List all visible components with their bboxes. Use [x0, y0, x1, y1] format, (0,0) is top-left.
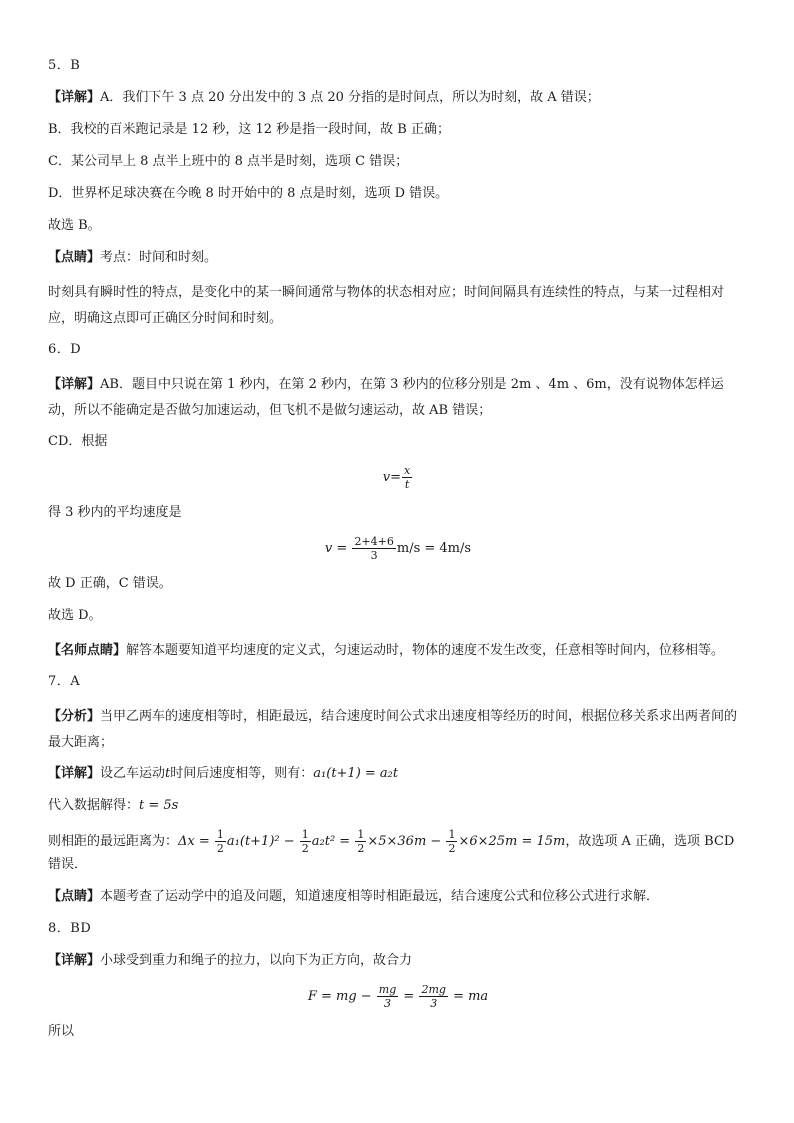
- fraction-numerator: 1: [357, 828, 365, 841]
- fraction-denominator: 2: [448, 842, 456, 855]
- fraction-denominator: 2: [301, 842, 309, 855]
- q5-detail-tag: 【详解】: [48, 90, 101, 105]
- q5-number: 5．B: [48, 58, 81, 73]
- q6-result: 故 D 正确，C 错误。: [48, 576, 172, 591]
- q5-detail-a: A．我们下午 3 点 20 分出发中的 3 点 20 分指的是时间点，所以为时刻，故 A 错误；: [100, 90, 600, 105]
- formula-lhs: v=: [382, 470, 402, 485]
- q5-line-b: B．我校的百米跑记录是 12 秒，这 12 秒是指一段时间，故 B 正确；: [48, 122, 450, 137]
- q5-answer: 故选 B。: [48, 218, 101, 233]
- q7-analysis-tag: 【分析】: [48, 709, 101, 724]
- q7-analysis: [48, 704, 748, 756]
- formula-part-a: F = mg −: [307, 989, 376, 1004]
- q7-dist-post: ，故选项 A 正确，选项 BCD 错误．: [48, 834, 735, 872]
- fraction-denominator: 2: [216, 842, 224, 855]
- q7-distance: [48, 828, 748, 875]
- q7-tip: [48, 887, 748, 907]
- fraction-numerator: 2+4+6: [354, 535, 394, 548]
- q6-tip-tag: 【名师点睛】: [48, 643, 127, 658]
- q8-number: 8．BD: [48, 921, 92, 936]
- q6-answer: 故选 D。: [48, 608, 102, 623]
- q5-line-c: C．某公司早上 8 点半上班中的 8 点半是时刻，选项 C 错误；: [48, 154, 409, 169]
- q8-so: 所以: [48, 1024, 75, 1039]
- q7-dist-eq-e: ×6×25m = 15m: [458, 834, 566, 849]
- q7-detail-t: t: [165, 766, 171, 781]
- fraction-numerator: 1: [301, 828, 309, 841]
- q6-formula-2: [48, 535, 748, 562]
- fraction-denominator: 3: [430, 997, 438, 1010]
- fraction-denominator: 2: [357, 842, 365, 855]
- q5-detail: [48, 88, 748, 108]
- fraction-numerator: x: [404, 464, 411, 477]
- fraction: [377, 983, 398, 1010]
- q8-detail: [48, 951, 748, 971]
- fraction: [419, 983, 447, 1010]
- q7-dist-eq-d: ×5×36m −: [367, 834, 446, 849]
- q8-detail-text: 小球受到重力和绳子的拉力，以向下为正方向，故合力: [100, 953, 413, 968]
- q7-detail-tag: 【详解】: [48, 766, 101, 781]
- fraction-half: [215, 828, 226, 855]
- q7-analysis-text: 当甲乙两车的速度相等时，相距最远，结合速度时间公式求出速度相等经历的时间，根据位移关系求出两者间的最大距离；: [48, 709, 738, 750]
- q7-dist-eq-a: Δx =: [178, 834, 214, 849]
- q7-dist-eq-c: a₂t² =: [311, 834, 355, 849]
- q5-tip-text: 考点：时间和时刻。: [100, 250, 218, 265]
- q7-tip-tag: 【点睛】: [48, 889, 101, 904]
- q6-intro2: 得 3 秒内的平均速度是: [48, 505, 182, 520]
- document-page: [48, 56, 748, 1054]
- q7-sub-eq: t = 5s: [139, 798, 179, 813]
- q6-formula-1: [48, 464, 748, 491]
- q7-detail-pre: 设乙车运动: [100, 766, 166, 781]
- q6-detail-tag: 【详解】: [48, 377, 101, 392]
- q7-detail: [48, 764, 748, 784]
- q7-dist-pre: 则相距的最远距离为：: [48, 834, 179, 849]
- fraction-numerator: 1: [216, 828, 224, 841]
- q7-tip-text: 本题考查了运动学中的追及问题，知道速度相等时相距最远，结合速度公式和位移公式进行求解．: [100, 889, 660, 904]
- fraction-numerator: 2mg: [421, 983, 446, 996]
- fraction-denominator: t: [404, 478, 410, 491]
- formula-rhs: m/s = 4m/s: [396, 541, 472, 556]
- q6-tip: [48, 638, 748, 664]
- formula-part-b: =: [399, 989, 419, 1004]
- q6-detail-text: AB．题目中只说在第 1 秒内，在第 2 秒内，在第 3 秒内的位移分别是 2m 、4m 、6m，没有说物体怎样运动，所以不能确定是否做匀加速运动，但飞机不是做匀速运动，故 AB 错误；: [48, 377, 724, 418]
- fraction: [402, 464, 412, 491]
- fraction-half: [355, 828, 366, 855]
- q7-sub-pre: 代入数据解得：: [48, 798, 140, 813]
- q7-number: 7．A: [48, 674, 81, 689]
- fraction-denominator: 3: [384, 997, 392, 1010]
- formula-part-c: = ma: [448, 989, 489, 1004]
- fraction: [352, 535, 395, 562]
- formula-lhs: v =: [324, 541, 352, 556]
- q7-sub: [48, 796, 748, 816]
- fraction-half: [300, 828, 311, 855]
- fraction-numerator: mg: [378, 983, 397, 996]
- q6-tip-text: 解答本题要知道平均速度的定义式，匀速运动时，物体的速度不发生改变，任意相等时间内，位移相等。: [126, 643, 725, 658]
- q6-detail: [48, 372, 748, 424]
- q8-formula: [48, 983, 748, 1010]
- q6-cd: CD．根据: [48, 434, 108, 449]
- q5-tip-body: 时刻具有瞬时性的特点，是变化中的某一瞬间通常与物体的状态相对应；时间间隔具有连续性的特点，与某一过程相对应，明确这点即可正确区分时间和时刻。: [48, 285, 725, 326]
- q5-tip: [48, 248, 748, 268]
- q8-detail-tag: 【详解】: [48, 953, 101, 968]
- q6-number: 6．D: [48, 342, 82, 357]
- fraction-numerator: 1: [448, 828, 456, 841]
- q5-line-d: D．世界杯足球决赛在今晚 8 时开始中的 8 点是时刻，选项 D 错误。: [48, 186, 449, 201]
- q5-tip-tag: 【点睛】: [48, 250, 101, 265]
- fraction-denominator: 3: [370, 549, 378, 562]
- q7-detail-mid: 时间后速度相等，则有：: [170, 766, 314, 781]
- q7-dist-eq-b: a₁(t+1)² −: [226, 834, 299, 849]
- fraction-half: [446, 828, 457, 855]
- q7-detail-eq: a₁(t+1) = a₂t: [313, 766, 399, 781]
